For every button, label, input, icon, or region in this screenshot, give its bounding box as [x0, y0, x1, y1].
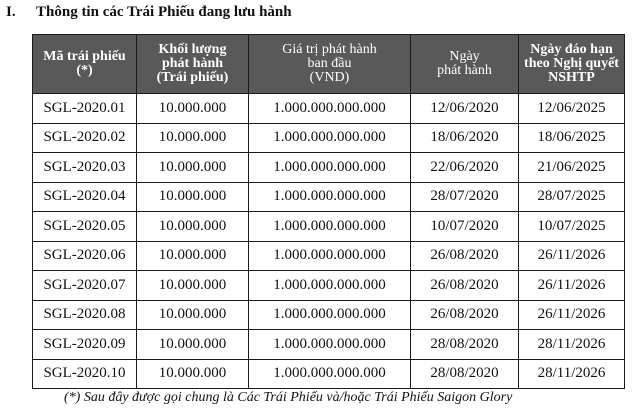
header-line: theo Nghị quyết [524, 56, 619, 71]
header-line: Ngày [449, 49, 480, 64]
cell-quantity: 10.000.000 [137, 94, 249, 124]
header-initial-value [249, 35, 411, 94]
table-row [33, 330, 625, 360]
cell-bond-code: SGL-2020.03 [33, 153, 137, 183]
bonds-table [32, 34, 625, 389]
section-number: I. [6, 4, 16, 20]
cell-initial-value: 1.000.000.000.000 [249, 271, 411, 301]
footnote: (*) Sau đây được gọi chung là Các Trái Phiếu và/hoặc Trái Phiếu Saigon Glory [64, 390, 513, 405]
table-row [33, 123, 625, 153]
cell-quantity: 10.000.000 [137, 182, 249, 212]
header-line: (VND) [309, 70, 350, 85]
cell-maturity-date: 10/07/2025 [519, 212, 625, 242]
cell-initial-value: 1.000.000.000.000 [249, 153, 411, 183]
header-line: phát hành [161, 56, 224, 71]
cell-quantity: 10.000.000 [137, 300, 249, 330]
cell-issue-date: 12/06/2020 [411, 94, 519, 124]
cell-quantity: 10.000.000 [137, 212, 249, 242]
cell-quantity: 10.000.000 [137, 123, 249, 153]
cell-maturity-date: 26/11/2026 [519, 271, 625, 301]
cell-issue-date: 28/08/2020 [411, 359, 519, 389]
cell-bond-code: SGL-2020.04 [33, 182, 137, 212]
cell-initial-value: 1.000.000.000.000 [249, 359, 411, 389]
cell-issue-date: 22/06/2020 [411, 153, 519, 183]
cell-issue-date: 18/06/2020 [411, 123, 519, 153]
cell-maturity-date: 21/06/2025 [519, 153, 625, 183]
header-line: Ngày đáo hạn [530, 42, 613, 57]
cell-initial-value: 1.000.000.000.000 [249, 94, 411, 124]
cell-quantity: 10.000.000 [137, 330, 249, 360]
cell-maturity-date: 28/07/2025 [519, 182, 625, 212]
cell-bond-code: SGL-2020.07 [33, 271, 137, 301]
cell-issue-date: 28/07/2020 [411, 182, 519, 212]
table-row [33, 212, 625, 242]
cell-issue-date: 26/08/2020 [411, 271, 519, 301]
cell-maturity-date: 28/11/2026 [519, 359, 625, 389]
cell-quantity: 10.000.000 [137, 153, 249, 183]
header-line: (*) [76, 63, 93, 78]
cell-initial-value: 1.000.000.000.000 [249, 330, 411, 360]
header-line: Giá trị phát hành [282, 42, 377, 57]
cell-maturity-date: 26/11/2026 [519, 300, 625, 330]
cell-maturity-date: 18/06/2025 [519, 123, 625, 153]
cell-initial-value: 1.000.000.000.000 [249, 212, 411, 242]
cell-maturity-date: 12/06/2025 [519, 94, 625, 124]
cell-quantity: 10.000.000 [137, 359, 249, 389]
header-issue-quantity [137, 35, 249, 94]
cell-bond-code: SGL-2020.08 [33, 300, 137, 330]
header-line: NSHTP [548, 70, 595, 85]
table-row [33, 94, 625, 124]
cell-bond-code: SGL-2020.06 [33, 241, 137, 271]
cell-initial-value: 1.000.000.000.000 [249, 123, 411, 153]
cell-maturity-date: 28/11/2026 [519, 330, 625, 360]
table-row [33, 271, 625, 301]
cell-issue-date: 26/08/2020 [411, 241, 519, 271]
section-heading [6, 4, 292, 21]
cell-initial-value: 1.000.000.000.000 [249, 182, 411, 212]
cell-bond-code: SGL-2020.05 [33, 212, 137, 242]
cell-issue-date: 26/08/2020 [411, 300, 519, 330]
cell-bond-code: SGL-2020.10 [33, 359, 137, 389]
table-row [33, 153, 625, 183]
cell-bond-code: SGL-2020.09 [33, 330, 137, 360]
table-row [33, 359, 625, 389]
header-row [33, 35, 625, 94]
table-row [33, 241, 625, 271]
cell-issue-date: 10/07/2020 [411, 212, 519, 242]
table-body [33, 94, 625, 389]
header-line: ban đầu [307, 56, 352, 71]
cell-initial-value: 1.000.000.000.000 [249, 300, 411, 330]
cell-maturity-date: 26/11/2026 [519, 241, 625, 271]
cell-quantity: 10.000.000 [137, 271, 249, 301]
cell-initial-value: 1.000.000.000.000 [249, 241, 411, 271]
header-line: (Trái phiếu) [156, 70, 229, 85]
header-bond-code [33, 35, 137, 94]
table-header [33, 35, 625, 94]
header-maturity-date [519, 35, 625, 94]
header-line: Mã trái phiếu [43, 49, 126, 64]
cell-issue-date: 28/08/2020 [411, 330, 519, 360]
cell-bond-code: SGL-2020.02 [33, 123, 137, 153]
table-row [33, 300, 625, 330]
header-issue-date [411, 35, 519, 94]
header-line: Khối lượng [158, 42, 227, 57]
cell-bond-code: SGL-2020.01 [33, 94, 137, 124]
section-title: Thông tin các Trái Phiếu đang lưu hành [36, 4, 292, 20]
cell-quantity: 10.000.000 [137, 241, 249, 271]
table-row [33, 182, 625, 212]
header-line: phát hành [437, 63, 492, 78]
